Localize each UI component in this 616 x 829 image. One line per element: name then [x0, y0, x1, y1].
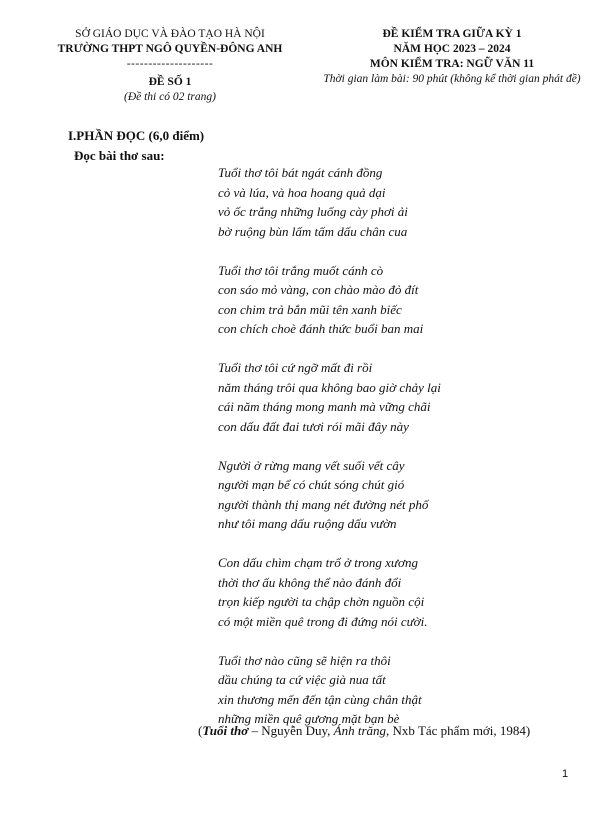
exam-code: ĐỀ SỐ 1: [148, 76, 192, 88]
poem-stanza: [218, 261, 441, 339]
school-year: NĂM HỌC 2023 – 2024: [393, 43, 511, 55]
poem-line: Tuổi thơ tôi trắng muốt cánh cò: [218, 262, 384, 278]
header-right: [306, 27, 598, 87]
poem-stanza: [218, 456, 441, 534]
source-open: (: [198, 723, 203, 738]
poem-line: người thành thị mang nét đường nét phố: [218, 496, 429, 512]
poem-line: thời thơ ấu không thể nào đánh đổi: [218, 574, 402, 590]
poem-line: như tôi mang dấu ruộng dấu vườn: [218, 516, 397, 531]
poem-line: có một miền quê trong đi đứng nói cười.: [218, 613, 428, 629]
poem-stanza: [218, 358, 441, 436]
poem-stanza: [218, 553, 441, 631]
poem-stanza: [218, 651, 441, 729]
source-publisher: , Nxb Tác phẩm mới, 1984): [386, 723, 531, 738]
poem-line: Tuổi thơ tôi cứ ngỡ mất đi rồi: [218, 360, 373, 375]
poem-line: người mạn bể có chút sóng chút gió: [218, 477, 405, 492]
section-title: I.PHẦN ĐỌC (6,0 điểm): [68, 128, 205, 143]
header-left: [36, 27, 304, 105]
source-author: – Nguyễn Duy,: [248, 723, 334, 738]
poem-line: năm tháng trôi qua không bao giờ chảy lại: [218, 379, 441, 395]
poem-line: con chích choè đánh thức buổi ban mai: [218, 321, 424, 336]
poem-line: Tuổi thơ nào cũng sẽ hiện ra thôi: [218, 652, 391, 668]
subject: MÔN KIỂM TRA: NGỮ VĂN 11: [369, 58, 535, 70]
poem-line: Người ở rừng mang vết suối vết cây: [218, 457, 405, 473]
source-title: Tuổi thơ: [202, 723, 249, 738]
reading-intro: Đọc bài thơ sau:: [74, 148, 165, 163]
poem: [218, 163, 441, 729]
poem-stanza: [218, 163, 441, 241]
source-collection: Ánh trăng: [333, 723, 387, 738]
poem-line: Tuổi thơ tôi bát ngát cánh đồng: [218, 165, 383, 180]
poem-source: [198, 723, 530, 739]
poem-line: bờ ruộng bùn lấm tấm dấu chân cua: [218, 223, 408, 239]
school-name: TRƯỜNG THPT NGÔ QUYỀN-ĐÔNG ANH: [57, 43, 283, 55]
poem-line: con dấu đất đai tươi rói mãi đây này: [218, 418, 409, 434]
poem-line: những miền quê gương mặt bạn bè: [218, 711, 400, 726]
poem-line: vỏ ốc trắng những luống cày phơi ải: [218, 204, 408, 219]
header-divider: --------------------: [126, 58, 214, 70]
page-note: (Đề thi có 02 trang): [124, 91, 216, 103]
poem-line: xin thương mến đến tận cùng chân thật: [218, 691, 422, 707]
poem-line: con chim trả bắn mũi tên xanh biếc: [218, 301, 402, 317]
exam-title: ĐỀ KIỂM TRA GIỮA KỲ 1: [382, 28, 522, 40]
time-allowed: Thời gian làm bài: 90 phút (không kể thời gian phát đề): [323, 73, 581, 85]
poem-line: cái năm tháng mong manh mà vững chãi: [218, 399, 431, 414]
poem-line: dầu chúng ta cứ việc già nua tất: [218, 672, 386, 687]
poem-line: Con dấu chìm chạm trổ ở trong xương: [218, 555, 418, 570]
poem-line: con sáo mỏ vàng, con chào mào đỏ đít: [218, 282, 419, 297]
department-name: SỞ GIÁO DỤC VÀ ĐÀO TẠO HÀ NỘI: [75, 28, 265, 40]
poem-line: trọn kiếp người ta chập chờn nguồn cội: [218, 594, 425, 609]
page-number: 1: [562, 768, 569, 780]
poem-line: cỏ và lúa, và hoa hoang quả dại: [218, 184, 386, 200]
